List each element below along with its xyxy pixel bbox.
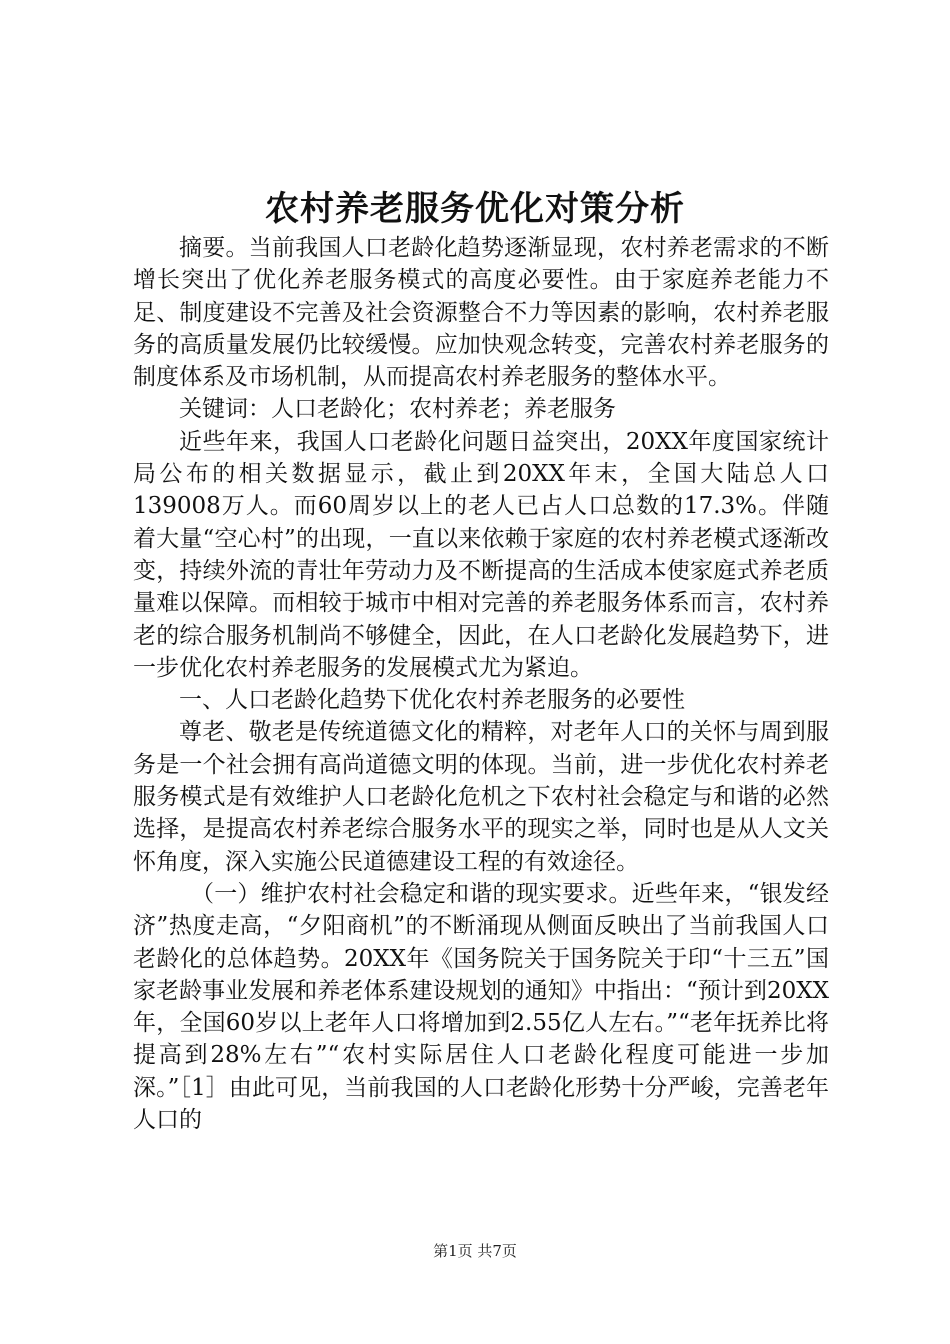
document-title: 农村养老服务优化对策分析 bbox=[265, 189, 685, 229]
subsection-paragraph: （一）维护农村社会稳定和谐的现实要求。近些年来，“银发经济”热度走高，“夕阳商机”的不断涌现从侧面反映出了当前我国人口老龄化的总体趋势。20XX年《国务院关于国务院关于印“十三五”国家老龄事业发展和养老体系建设规划的通知》中指出：“预计到20XX年，全国60岁以上老年人口将增加到2.55亿人左右。”“老年抚养比将提高到28%左右”“农村实际居住人口老龄化程度可能进一步加深。”［1］由此可见，当前我国的人口老龄化形势十分严峻，完善老年人口的 bbox=[133, 880, 829, 1134]
page-footer: 第1页 共7页 bbox=[433, 1242, 517, 1260]
intro-paragraph: 近些年来，我国人口老龄化问题日益突出，20XX年度国家统计局公布的相关数据显示，截止到20XX年末，全国大陆总人口139008万人。而60周岁以上的老人已占人口总数的17.3%。伴随着大量“空心村”的出现，一直以来依赖于家庭的农村养老模式逐渐改变，持续外流的青壮年劳动力及不断提高的生活成本使家庭式养老质量难以保障。而相较于城市中相对完善的养老服务体系而言，农村养老的综合服务机制尚不够健全，因此，在人口老龄化发展趋势下，进一步优化农村养老服务的发展模式尤为紧迫。 bbox=[133, 428, 829, 681]
document-body bbox=[133, 232, 829, 1136]
body-paragraph: 尊老、敬老是传统道德文化的精粹，对老年人口的关怀与周到服务是一个社会拥有高尚道德文明的体现。当前，进一步优化农村养老服务模式是有效维护人口老龄化危机之下农村社会稳定与和谐的必然选择，是提高农村养老综合服务水平的现实之举，同时也是从人文关怀角度，深入实施公民道德建设工程的有效途径。 bbox=[133, 719, 829, 875]
abstract-paragraph: 摘要。当前我国人口老龄化趋势逐渐显现，农村养老需求的不断增长突出了优化养老服务模式的高度必要性。由于家庭养老能力不足、制度建设不完善及社会资源整合不力等因素的影响，农村养老服务的高质量发展仍比较缓慢。应加快观念转变，完善农村养老服务的制度体系及市场机制，从而提高农村养老服务的整体水平。 bbox=[133, 235, 829, 391]
section-heading: 一、人口老龄化趋势下优化农村养老服务的必要性 bbox=[179, 687, 685, 714]
keywords-paragraph: 关键词：人口老龄化；农村养老；养老服务 bbox=[179, 396, 616, 423]
